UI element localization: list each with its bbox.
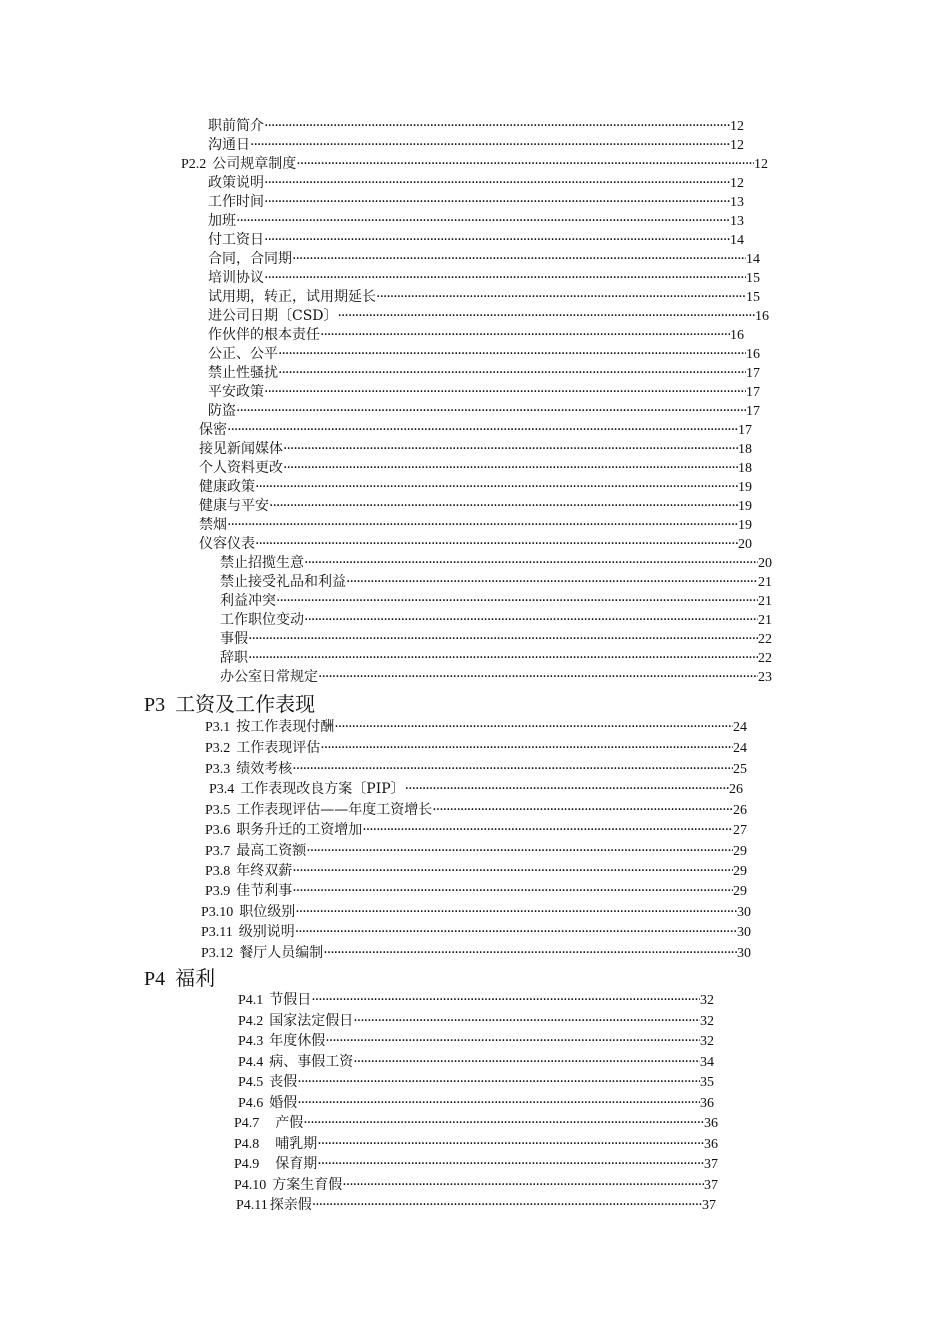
toc-entry[interactable] [234, 1135, 718, 1154]
toc-entry[interactable] [238, 1032, 714, 1051]
toc-page-number: 17 [746, 404, 760, 419]
toc-entry[interactable] [220, 630, 772, 649]
toc-entry-number: P3.6 [205, 823, 231, 838]
toc-entry[interactable] [208, 117, 744, 136]
toc-leader [269, 497, 738, 515]
toc-entry[interactable] [201, 944, 751, 963]
toc-entry-number: P3.10 [201, 905, 234, 920]
toc-page-number: 29 [733, 844, 747, 859]
toc-entry-text: 政策说明 [208, 175, 264, 191]
toc-entry-number: P3.9 [205, 884, 231, 899]
toc-leader [405, 780, 729, 798]
toc-page-number: 29 [733, 884, 747, 899]
toc-entry-text: 进公司日期〔CSD〕 [208, 308, 338, 324]
toc-leader [292, 250, 746, 268]
toc-leader [342, 1176, 704, 1194]
toc-entry-number: P4.5 [238, 1075, 264, 1090]
toc-entry[interactable] [208, 193, 744, 212]
toc-page-number: 13 [730, 195, 744, 210]
toc-leader [264, 269, 746, 287]
toc-entry-text: 办公室日常规定 [220, 669, 318, 685]
toc-entry[interactable] [205, 862, 747, 881]
section-number: P3 [144, 694, 166, 716]
toc-entry-text: 辞职 [220, 650, 248, 666]
toc-entry-number: P3.5 [205, 803, 231, 818]
toc-page-number: 23 [758, 670, 772, 685]
toc-entry-number: P4.1 [238, 993, 264, 1008]
toc-leader [338, 307, 755, 325]
toc-leader [255, 535, 738, 553]
toc-entry-text: 工作表现评估——年度工资增长 [236, 802, 433, 818]
toc-entry[interactable] [181, 155, 768, 174]
toc-entry-text: 事假 [220, 631, 248, 647]
toc-entry[interactable] [209, 780, 743, 799]
toc-entry-text: 节假日 [269, 992, 312, 1008]
section-title: 福利 [175, 966, 216, 990]
toc-page-number: 24 [733, 741, 747, 756]
toc-entry-number: P4.9 [234, 1157, 260, 1172]
toc-page-number: 24 [733, 720, 747, 735]
toc-leader [264, 193, 730, 211]
toc-page-number: 19 [738, 480, 752, 495]
toc-leader [264, 174, 730, 192]
toc-page-number: 32 [700, 1034, 714, 1049]
toc-entry[interactable] [220, 649, 772, 668]
toc-page-number: 27 [733, 823, 747, 838]
toc-leader [236, 212, 730, 230]
toc-page-number: 35 [700, 1075, 714, 1090]
section-number: P4 [144, 968, 166, 990]
toc-page-number: 30 [737, 925, 751, 940]
toc-entry-number: P3.4 [209, 782, 235, 797]
toc-entry[interactable] [199, 440, 752, 459]
toc-entry-number: P3.3 [205, 762, 231, 777]
toc-leader [376, 288, 746, 306]
toc-entry-text: 方案生育假 [272, 1177, 343, 1193]
toc-page-number: 15 [746, 271, 760, 286]
toc-entry[interactable] [208, 345, 760, 364]
toc-entry-text: 个人资料更改 [199, 460, 283, 476]
toc-leader [317, 1135, 704, 1153]
toc-page-number: 30 [737, 905, 751, 920]
toc-leader [264, 383, 746, 401]
toc-page-number: 14 [730, 233, 744, 248]
toc-entry[interactable] [205, 842, 747, 861]
toc-leader [295, 903, 737, 921]
toc-entry-text: 职务升迁的工资增加 [236, 822, 363, 838]
toc-page-number: 34 [700, 1055, 714, 1070]
toc-leader [248, 649, 758, 667]
toc-page-number: 18 [738, 442, 752, 457]
toc-leader [304, 611, 758, 629]
toc-page-number: 16 [755, 309, 769, 324]
toc-leader [297, 1094, 700, 1112]
toc-leader [297, 1073, 700, 1091]
toc-entry-text: 年终双薪 [236, 863, 293, 879]
toc-page-number: 12 [754, 157, 768, 172]
toc-leader [264, 117, 730, 135]
toc-entry-text: 产假 [275, 1115, 304, 1131]
toc-entry[interactable] [238, 1012, 714, 1031]
toc-entry-number: P3.8 [205, 864, 231, 879]
toc-leader [325, 1032, 700, 1050]
toc-leader [276, 592, 758, 610]
toc-entry[interactable] [208, 288, 760, 307]
toc-page-number: 13 [730, 214, 744, 229]
toc-entry-text: 佳节利事 [236, 883, 293, 899]
toc-entry-text: 健康与平安 [199, 498, 269, 514]
toc-entry-text: 禁止招揽生意 [220, 555, 304, 571]
toc-entry-text: 试用期，转正，试用期延长 [208, 289, 376, 305]
toc-entry-text: 工作表现评估 [236, 740, 321, 756]
toc-page-number: 36 [704, 1137, 718, 1152]
toc-entry-text: 餐厅人员编制 [239, 945, 324, 961]
toc-entry[interactable] [208, 269, 760, 288]
toc-leader [432, 801, 733, 819]
toc-entry[interactable] [208, 174, 744, 193]
toc-leader [292, 862, 733, 880]
toc-entry-text: 作伙伴的根本责任 [208, 327, 320, 343]
toc-entry[interactable] [234, 1114, 718, 1133]
toc-entry[interactable] [199, 459, 752, 478]
toc-page-number: 17 [746, 366, 760, 381]
toc-entry-number: P2.2 [181, 157, 207, 172]
toc-leader [303, 1114, 704, 1132]
toc-entry[interactable] [236, 1196, 716, 1215]
toc-leader [292, 760, 733, 778]
toc-entry-text: 最高工资额 [236, 843, 307, 859]
toc-leader [264, 231, 730, 249]
toc-page-number: 32 [700, 993, 714, 1008]
toc-page-number: 21 [758, 613, 772, 628]
toc-leader [296, 155, 754, 173]
toc-page-number: 26 [733, 803, 747, 818]
toc-entry-text: 禁止性骚扰 [208, 365, 278, 381]
toc-entry[interactable] [220, 668, 772, 687]
toc-entry[interactable] [238, 991, 714, 1010]
toc-page-number: 37 [704, 1157, 718, 1172]
toc-entry-text: 职位级别 [239, 904, 296, 920]
toc-page-number: 20 [738, 537, 752, 552]
toc-leader [346, 573, 758, 591]
toc-entry[interactable] [205, 718, 747, 737]
toc-leader [283, 459, 738, 477]
toc-entry-number: P4.10 [234, 1178, 267, 1193]
toc-entry-text: 沟通日 [208, 137, 250, 153]
toc-entry-number: P4.8 [234, 1137, 260, 1152]
toc-page-number: 26 [729, 782, 743, 797]
toc-entry[interactable] [205, 739, 747, 758]
toc-entry-text: 职前简介 [208, 118, 264, 134]
toc-leader [318, 668, 758, 686]
toc-entry[interactable] [201, 923, 751, 942]
toc-entry-number: P3.2 [205, 741, 231, 756]
toc-entry[interactable] [199, 478, 752, 497]
toc-page-number: 32 [700, 1014, 714, 1029]
toc-leader [248, 630, 758, 648]
toc-entry-text: 工作职位变动 [220, 612, 304, 628]
toc-entry-text: 按工作表现付酬 [236, 719, 335, 735]
toc-page-number: 36 [700, 1096, 714, 1111]
toc-page-number: 30 [737, 946, 751, 961]
toc-leader [236, 402, 746, 420]
toc-page-number: 17 [738, 423, 752, 438]
toc-entry-text: 保密 [199, 422, 227, 438]
toc-entry-text: 病、事假工资 [269, 1054, 354, 1070]
toc-entry[interactable] [199, 516, 752, 535]
toc-entry-text: 保育期 [275, 1156, 318, 1172]
toc-leader [362, 821, 733, 839]
toc-leader [304, 554, 758, 572]
toc-page-number: 12 [730, 176, 744, 191]
toc-entry[interactable] [205, 882, 747, 901]
toc-page-number: 29 [733, 864, 747, 879]
toc-entry-text: 付工资日 [208, 232, 264, 248]
toc-entry[interactable] [220, 611, 772, 630]
toc-page-number: 21 [758, 594, 772, 609]
toc-page-number: 20 [758, 556, 772, 571]
toc-entry[interactable] [208, 364, 760, 383]
toc-leader [295, 923, 737, 941]
toc-leader [283, 440, 738, 458]
toc-entry[interactable] [234, 1155, 718, 1174]
section-heading-p3 [144, 692, 315, 717]
toc-entry[interactable] [208, 212, 744, 231]
toc-leader [306, 842, 733, 860]
toc-page-number: 14 [746, 252, 760, 267]
toc-page-number: 16 [730, 328, 744, 343]
toc-entry[interactable] [208, 326, 744, 345]
toc-entry-text: 培训协议 [208, 270, 264, 286]
toc-entry-text: 接见新闻媒体 [199, 441, 283, 457]
toc-entry[interactable] [208, 383, 760, 402]
toc-entry[interactable] [205, 801, 747, 820]
toc-entry-text: 平安政策 [208, 384, 264, 400]
toc-page-number: 37 [704, 1178, 718, 1193]
toc-leader [317, 1155, 704, 1173]
toc-page-number: 25 [733, 762, 747, 777]
toc-page-number: 12 [730, 138, 744, 153]
toc-entry[interactable] [208, 307, 769, 326]
toc-entry[interactable] [220, 573, 772, 592]
toc-entry-text: 级别说明 [238, 924, 295, 940]
toc-leader [353, 1012, 700, 1030]
toc-leader [250, 136, 730, 154]
toc-entry-text: 国家法定假日 [269, 1013, 354, 1029]
toc-leader [353, 1053, 700, 1071]
toc-entry-text: 丧假 [269, 1074, 298, 1090]
toc-page-number: 16 [746, 347, 760, 362]
toc-page-number: 19 [738, 518, 752, 533]
toc-entry[interactable] [220, 592, 772, 611]
toc-entry-number: P3.12 [201, 946, 234, 961]
toc-entry-text: 防盗 [208, 403, 236, 419]
toc-entry-text: 利益冲突 [220, 593, 276, 609]
toc-entry[interactable] [208, 136, 744, 155]
toc-entry[interactable] [205, 760, 747, 779]
toc-entry[interactable] [199, 421, 752, 440]
toc-entry-text: 公正、公平 [208, 346, 278, 362]
toc-entry-text: 公司规章制度 [212, 156, 297, 172]
toc-leader [320, 739, 733, 757]
toc-entry-text: 绩效考核 [236, 761, 293, 777]
toc-entry[interactable] [199, 497, 752, 516]
toc-leader [227, 516, 738, 534]
toc-leader [323, 944, 737, 962]
toc-leader [320, 326, 730, 344]
toc-entry[interactable] [199, 535, 752, 554]
toc-entry[interactable] [208, 231, 744, 250]
toc-entry-text: 探亲假 [269, 1197, 312, 1213]
toc-entry-text: 禁烟 [199, 517, 227, 533]
toc-entry[interactable] [220, 554, 772, 573]
toc-entry-number: P4.6 [238, 1096, 264, 1111]
toc-entry-text: 合同，合同期 [208, 251, 292, 267]
toc-entry-number: P3.7 [205, 844, 231, 859]
toc-entry-text: 年度休假 [269, 1033, 326, 1049]
toc-page-number: 37 [702, 1198, 716, 1213]
toc-leader [334, 718, 733, 736]
toc-page-number: 19 [738, 499, 752, 514]
toc-page-number: 36 [704, 1116, 718, 1131]
toc-entry[interactable] [238, 1073, 714, 1092]
toc-leader [292, 882, 733, 900]
toc-page-number: 22 [758, 651, 772, 666]
toc-entry-number: P4.7 [234, 1116, 260, 1131]
toc-entry[interactable] [238, 1094, 714, 1113]
toc-entry-text: 禁止接受礼品和利益 [220, 574, 346, 590]
section-heading-p4 [144, 966, 215, 991]
toc-leader [278, 345, 746, 363]
toc-leader [311, 991, 700, 1009]
toc-entry[interactable] [234, 1176, 718, 1195]
toc-entry-text: 健康政策 [199, 479, 255, 495]
toc-entry-text: 工作时间 [208, 194, 264, 210]
toc-entry-number: P3.11 [201, 925, 233, 940]
toc-leader [312, 1196, 702, 1214]
toc-entry-number: P4.11 [236, 1198, 268, 1213]
toc-leader [227, 421, 738, 439]
toc-entry-text: 工作表现改良方案〔PIP〕 [240, 781, 405, 797]
toc-entry[interactable] [205, 821, 747, 840]
toc-entry[interactable] [208, 402, 760, 421]
toc-leader [255, 478, 738, 496]
toc-leader [278, 364, 746, 382]
toc-entry-text: 婚假 [269, 1095, 298, 1111]
toc-page-number: 18 [738, 461, 752, 476]
toc-entry[interactable] [208, 250, 760, 269]
toc-entry[interactable] [238, 1053, 714, 1072]
toc-page-number: 17 [746, 385, 760, 400]
toc-page-number: 22 [758, 632, 772, 647]
toc-entry[interactable] [201, 903, 751, 922]
toc-entry-number: P4.2 [238, 1014, 264, 1029]
toc-page-number: 15 [746, 290, 760, 305]
toc-entry-number: P3.1 [205, 720, 231, 735]
toc-entry-text: 哺乳期 [275, 1136, 318, 1152]
toc-entry-number: P4.3 [238, 1034, 264, 1049]
toc-entry-text: 加班 [208, 213, 236, 229]
toc-page-number: 12 [730, 119, 744, 134]
toc-entry-number: P4.4 [238, 1055, 264, 1070]
toc-page-number: 21 [758, 575, 772, 590]
toc-entry-text: 仪容仪表 [199, 536, 255, 552]
section-title: 工资及工作表现 [175, 692, 316, 716]
